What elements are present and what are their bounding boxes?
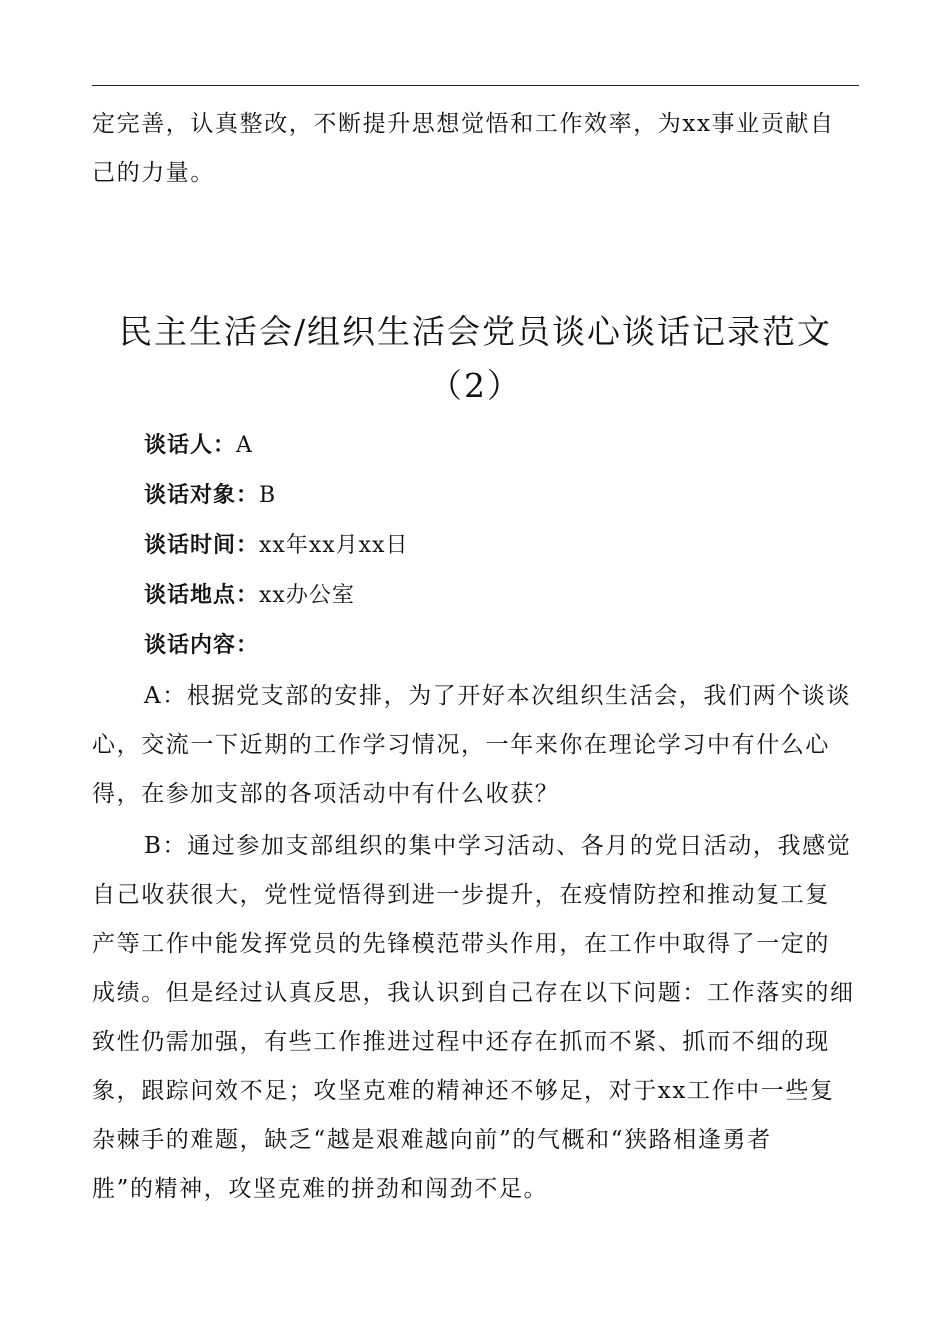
- meta-time: [144, 530, 859, 561]
- paragraph-b: [92, 822, 859, 1214]
- place-label: 谈话地点：: [144, 582, 260, 608]
- paragraph-line: A：根据党支部的安排，为了开好本次组织生活会，我们两个谈谈: [144, 683, 852, 709]
- paragraph-a: [92, 672, 859, 819]
- paragraph-line: 产等工作中能发挥党员的先锋模范带头作用，在工作中取得了一定的: [92, 931, 830, 957]
- title-line-1: 民主生活会/组织生活会党员谈心谈话记录范文: [118, 312, 833, 351]
- paragraph-line: 象，跟踪问效不足；攻坚克难的精神还不够足，对于xx工作中一些复: [92, 1078, 835, 1104]
- paragraph-line: B：通过参加支部组织的集中学习活动、各月的党日活动，我感觉: [144, 833, 852, 859]
- paragraph-line: 胜”的精神，攻坚克难的拼劲和闯劲不足。: [92, 1176, 549, 1202]
- intro-line: 定完善，认真整改，不断提升思想觉悟和工作效率，为xx事业贡献自: [92, 111, 835, 137]
- paragraph-line: 致性仍需加强，有些工作推进过程中还存在抓而不紧、抓而不细的现: [92, 1029, 830, 1055]
- meta-content: [144, 630, 859, 661]
- meta-place: [144, 580, 859, 611]
- intro-line: 己的力量。: [92, 160, 215, 186]
- intro-paragraph: [92, 100, 859, 198]
- paragraph-line: 自己收获很大，党性觉悟得到进一步提升，在疫情防控和推动复工复: [92, 882, 830, 908]
- paragraph-line: 杂棘手的难题，缺乏“越是艰难越向前”的气概和“狭路相逢勇者: [92, 1127, 772, 1153]
- target-value: B: [259, 483, 277, 508]
- content-label: 谈话内容：: [144, 632, 260, 658]
- meta-speaker: [144, 430, 859, 461]
- meta-target: [144, 480, 859, 511]
- target-label: 谈话对象：: [144, 482, 260, 508]
- time-label: 谈话时间：: [144, 532, 260, 558]
- header-rule: [92, 85, 859, 86]
- paragraph-line: 心，交流一下近期的工作学习情况，一年来你在理论学习中有什么心: [92, 732, 830, 758]
- title-line-2: （2）: [429, 366, 522, 405]
- document-title: [92, 305, 859, 413]
- speaker-label: 谈话人：: [144, 432, 237, 458]
- paragraph-line: 得，在参加支部的各项活动中有什么收获？: [92, 781, 560, 807]
- speaker-value: A: [236, 433, 253, 458]
- time-value: xx年xx月xx日: [259, 533, 409, 558]
- paragraph-line: 成绩。但是经过认真反思，我认识到自己存在以下问题：工作落实的细: [92, 980, 855, 1006]
- place-value: xx办公室: [259, 583, 355, 608]
